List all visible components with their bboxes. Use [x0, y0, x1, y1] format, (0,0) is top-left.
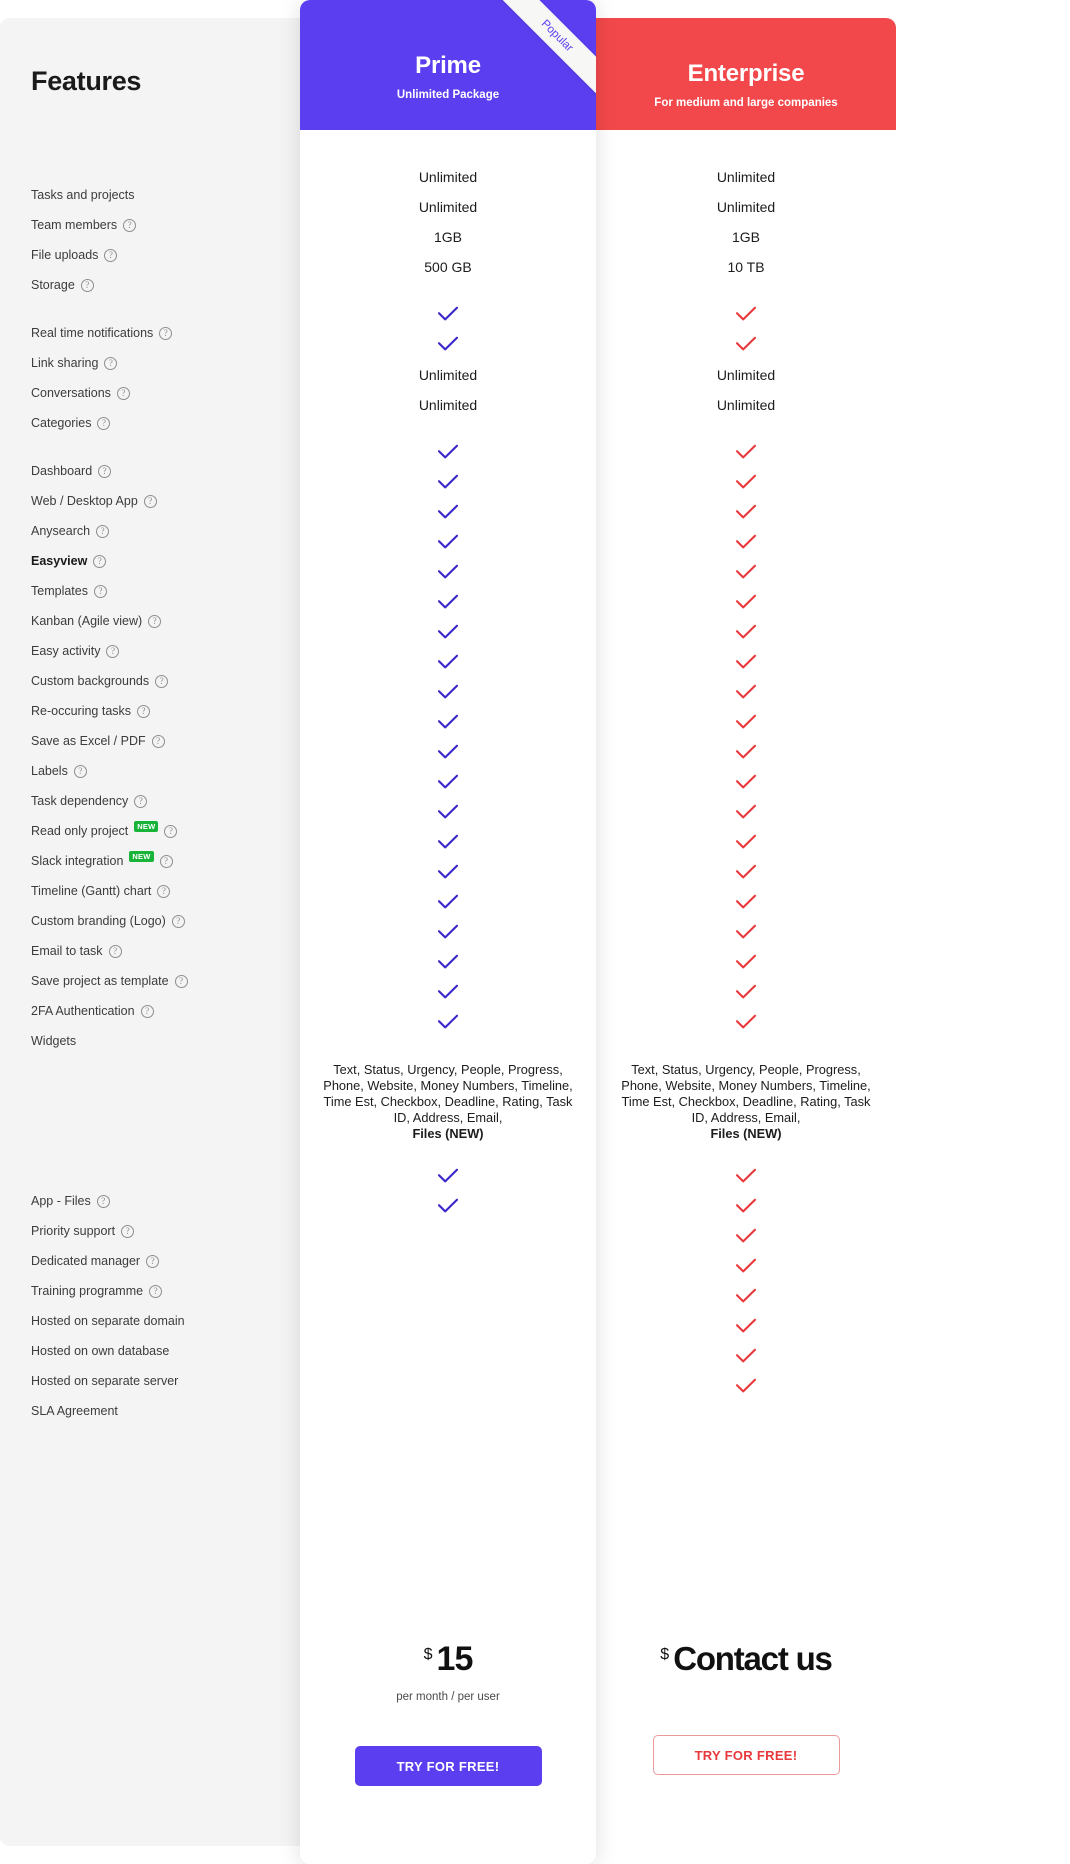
plan-header-prime — [300, 0, 596, 130]
help-icon[interactable]: ? — [172, 915, 185, 928]
feature-row — [31, 966, 311, 996]
feature-row — [31, 180, 311, 210]
check-icon — [735, 774, 757, 793]
check-icon — [437, 504, 459, 523]
feature-row — [31, 606, 311, 636]
help-icon[interactable]: ? — [141, 1005, 154, 1018]
help-icon[interactable]: ? — [104, 357, 117, 370]
check-icon — [735, 1228, 757, 1247]
feature-label: Kanban (Agile view) — [31, 613, 143, 628]
plan-value-text: Unlimited — [716, 169, 776, 185]
feature-label: Templates — [31, 583, 88, 598]
plan-value-row — [300, 618, 596, 648]
plan-value-text: 500 GB — [424, 259, 472, 275]
check-icon — [735, 1198, 757, 1217]
plan-value-row — [596, 300, 896, 330]
plan-value-row — [300, 330, 596, 360]
feature-label: Web / Desktop App — [31, 493, 138, 508]
check-icon — [437, 924, 459, 943]
feature-label: Custom branding (Logo) — [31, 913, 166, 928]
feature-label: Link sharing — [31, 355, 99, 370]
check-icon — [437, 336, 459, 355]
feature-row — [31, 1276, 311, 1306]
plan-value-text: Unlimited — [418, 199, 478, 215]
feature-label: Timeline (Gantt) chart — [31, 883, 152, 898]
plan-value-row — [596, 798, 896, 828]
check-icon — [735, 714, 757, 733]
field-types-text — [300, 1056, 596, 1142]
plan-value-row — [300, 798, 596, 828]
plan-value-row — [300, 390, 596, 420]
feature-label: Save as Excel / PDF — [31, 733, 146, 748]
fields-spacer — [300, 1142, 596, 1162]
plan-value-row — [300, 1372, 596, 1402]
plan-value-row — [300, 918, 596, 948]
plan-values-prime — [300, 162, 596, 1420]
help-icon[interactable]: ? — [164, 825, 177, 838]
plan-value-row — [300, 1162, 596, 1192]
feature-label: Team members — [31, 217, 118, 232]
plan-value-text: Unlimited — [716, 199, 776, 215]
new-badge: NEW — [134, 821, 158, 832]
feature-row — [31, 756, 311, 786]
feature-row — [31, 726, 311, 756]
check-icon — [735, 1288, 757, 1307]
plan-value-group — [596, 300, 896, 420]
feature-label: Dedicated manager — [31, 1253, 141, 1268]
feature-row — [31, 666, 311, 696]
check-icon — [437, 894, 459, 913]
plan-value-row — [300, 978, 596, 1008]
feature-label: Save project as template — [31, 973, 169, 988]
check-icon — [735, 474, 757, 493]
plan-value-row — [596, 858, 896, 888]
plan-value-text: 10 TB — [727, 259, 765, 275]
feature-group — [31, 1186, 311, 1426]
feature-label: Dashboard — [31, 463, 93, 478]
feature-label: Widgets — [31, 1033, 77, 1048]
help-icon[interactable]: ? — [155, 675, 168, 688]
plan-value-row — [596, 1282, 896, 1312]
feature-label: App - Files — [31, 1193, 91, 1208]
check-icon — [437, 594, 459, 613]
plan-value-row — [596, 828, 896, 858]
feature-row — [31, 408, 311, 438]
plan-value-row — [596, 1222, 896, 1252]
feature-label: Read only project — [31, 823, 129, 838]
check-icon — [735, 1378, 757, 1397]
feature-row — [31, 378, 311, 408]
feature-row — [31, 996, 311, 1026]
price-note-prime: per month / per user — [396, 1691, 500, 1703]
help-icon[interactable]: ? — [81, 279, 94, 292]
plan-value-row — [596, 978, 896, 1008]
page-title: Features — [31, 66, 142, 96]
check-icon — [735, 594, 757, 613]
plan-value-text: Unlimited — [418, 397, 478, 413]
plan-value-row — [596, 1312, 896, 1342]
help-icon[interactable]: ? — [97, 1195, 110, 1208]
check-icon — [437, 834, 459, 853]
feature-row — [31, 816, 311, 846]
feature-label: Email to task — [31, 943, 103, 958]
plan-value-row — [596, 648, 896, 678]
plan-value-row — [596, 588, 896, 618]
plan-value-group — [300, 162, 596, 282]
help-icon[interactable]: ? — [96, 525, 109, 538]
price-block-prime — [300, 1640, 596, 1786]
plan-value-row — [596, 888, 896, 918]
check-icon — [735, 744, 757, 763]
help-icon[interactable]: ? — [94, 585, 107, 598]
feature-label: Conversations — [31, 385, 111, 400]
feature-label: Labels — [31, 763, 68, 778]
plan-value-row — [596, 330, 896, 360]
plan-value-text: Unlimited — [418, 169, 478, 185]
plan-value-row — [596, 222, 896, 252]
check-icon — [735, 864, 757, 883]
check-icon — [437, 1198, 459, 1217]
fields-spacer — [31, 1074, 311, 1186]
help-icon[interactable]: ? — [148, 615, 161, 628]
help-icon[interactable]: ? — [74, 765, 87, 778]
feature-row — [31, 636, 311, 666]
plan-value-text: 1GB — [731, 229, 760, 245]
plan-value-group — [596, 438, 896, 1038]
plan-value-row — [596, 618, 896, 648]
help-icon[interactable]: ? — [159, 327, 172, 340]
plan-values-enterprise — [596, 162, 896, 1420]
plan-value-row — [300, 858, 596, 888]
check-icon — [735, 336, 757, 355]
feature-row — [31, 240, 311, 270]
feature-row — [31, 1306, 311, 1336]
feature-row — [31, 1186, 311, 1216]
feature-row — [31, 1216, 311, 1246]
plan-value-row — [596, 390, 896, 420]
check-icon — [735, 684, 757, 703]
feature-label: Task dependency — [31, 793, 129, 808]
plan-value-row — [300, 1252, 596, 1282]
plan-value-group — [300, 438, 596, 1038]
check-icon — [735, 1168, 757, 1187]
plan-value-row — [596, 918, 896, 948]
feature-label: Re-occuring tasks — [31, 703, 132, 718]
plan-value-row — [300, 1312, 596, 1342]
plan-value-row — [596, 360, 896, 390]
check-icon — [735, 984, 757, 1003]
feature-row — [31, 348, 311, 378]
plan-value-row — [300, 438, 596, 468]
plan-value-text: Unlimited — [716, 367, 776, 383]
plan-value-row — [596, 708, 896, 738]
check-icon — [437, 1168, 459, 1187]
price-line-enterprise — [596, 1640, 896, 1678]
feature-label: Priority support — [31, 1223, 116, 1238]
check-icon — [735, 306, 757, 325]
help-icon[interactable]: ? — [134, 795, 147, 808]
feature-row — [31, 546, 311, 576]
plan-value-row — [596, 768, 896, 798]
feature-row — [31, 1336, 311, 1366]
plan-value-row — [596, 438, 896, 468]
plan-value-row — [596, 252, 896, 282]
feature-group — [31, 456, 311, 1056]
check-icon — [437, 474, 459, 493]
plan-value-row — [596, 1162, 896, 1192]
plan-value-row — [300, 708, 596, 738]
help-icon[interactable]: ? — [146, 1255, 159, 1268]
help-icon[interactable]: ? — [123, 219, 136, 232]
plan-value-row — [300, 300, 596, 330]
help-icon[interactable]: ? — [137, 705, 150, 718]
price-line-prime — [300, 1640, 596, 1679]
check-icon — [735, 444, 757, 463]
plan-value-row — [300, 360, 596, 390]
plan-value-row — [596, 678, 896, 708]
currency-symbol-enterprise: $ — [660, 1646, 670, 1663]
currency-symbol-prime: $ — [423, 1646, 433, 1663]
price-amount-enterprise: Contact us — [673, 1640, 832, 1677]
field-types-list: Text, Status, Urgency, People, Progress, Phone, Website, Money Numbers, Timeline, Time Est, Checkbox, Deadline, Rating, Task ID, Address, Email, — [621, 1062, 871, 1125]
check-icon — [437, 534, 459, 553]
feature-label: Easyview — [31, 553, 88, 568]
help-icon[interactable]: ? — [106, 645, 119, 658]
plan-card-prime — [300, 0, 596, 1864]
plan-value-row — [300, 252, 596, 282]
check-icon — [735, 564, 757, 583]
plan-value-row — [300, 222, 596, 252]
plan-value-row — [300, 1282, 596, 1312]
plan-value-row — [300, 738, 596, 768]
help-icon[interactable]: ? — [157, 885, 170, 898]
plan-value-row — [596, 1342, 896, 1372]
check-icon — [437, 774, 459, 793]
plan-card-enterprise — [596, 18, 896, 1846]
check-icon — [735, 534, 757, 553]
try-for-free-button-enterprise[interactable]: TRY FOR FREE! — [653, 1735, 840, 1775]
feature-row — [31, 906, 311, 936]
feature-row — [31, 1366, 311, 1396]
plan-value-text: Unlimited — [418, 367, 478, 383]
check-icon — [437, 624, 459, 643]
feature-row — [31, 516, 311, 546]
feature-label: Storage — [31, 277, 75, 292]
plan-value-row — [300, 768, 596, 798]
help-icon[interactable]: ? — [97, 417, 110, 430]
feature-row — [31, 210, 311, 240]
plan-value-row — [300, 1008, 596, 1038]
plan-value-row — [300, 828, 596, 858]
feature-row — [31, 1396, 311, 1426]
plan-value-text: 1GB — [433, 229, 462, 245]
plan-value-row — [596, 1008, 896, 1038]
check-icon — [437, 744, 459, 763]
plan-name-enterprise: Enterprise — [687, 60, 805, 87]
feature-group — [31, 180, 311, 300]
plan-value-row — [596, 192, 896, 222]
feature-label: SLA Agreement — [31, 1403, 118, 1418]
check-icon — [735, 1318, 757, 1337]
feature-row — [31, 846, 311, 876]
plan-header-enterprise — [596, 18, 896, 130]
plan-value-row — [300, 192, 596, 222]
plan-subtitle-enterprise: For medium and large companies — [654, 97, 838, 109]
field-types-list: Text, Status, Urgency, People, Progress, Phone, Website, Money Numbers, Timeline, Time Est, Checkbox, Deadline, Rating, Task ID, Address, Email, — [323, 1062, 573, 1125]
check-icon — [735, 1348, 757, 1367]
check-icon — [437, 984, 459, 1003]
check-icon — [735, 954, 757, 973]
check-icon — [437, 804, 459, 823]
help-icon[interactable]: ? — [160, 855, 173, 868]
price-amount-prime: 15 — [436, 1640, 473, 1678]
feature-label: Training programme — [31, 1283, 144, 1298]
plan-subtitle-prime: Unlimited Package — [396, 89, 500, 101]
help-icon[interactable]: ? — [121, 1225, 134, 1238]
help-icon[interactable]: ? — [104, 249, 117, 262]
check-icon — [437, 654, 459, 673]
check-icon — [735, 894, 757, 913]
feature-row — [31, 696, 311, 726]
plan-value-row — [300, 1342, 596, 1372]
plan-value-row — [596, 1192, 896, 1222]
check-icon — [437, 954, 459, 973]
feature-label: File uploads — [31, 247, 99, 262]
plan-value-row — [300, 558, 596, 588]
plan-value-row — [300, 528, 596, 558]
plan-value-row — [300, 948, 596, 978]
check-icon — [437, 306, 459, 325]
feature-list — [31, 180, 311, 1444]
plan-value-row — [596, 498, 896, 528]
check-icon — [735, 504, 757, 523]
new-badge: NEW — [129, 851, 153, 862]
plan-value-row — [300, 468, 596, 498]
help-icon[interactable]: ? — [152, 735, 165, 748]
feature-row — [31, 456, 311, 486]
feature-label: Real time notifications — [31, 325, 154, 340]
plan-value-row — [596, 162, 896, 192]
feature-label: Categories — [31, 415, 92, 430]
check-icon — [735, 654, 757, 673]
plan-value-text: Unlimited — [716, 397, 776, 413]
field-types-new: Files (NEW) — [710, 1126, 782, 1141]
help-icon[interactable]: ? — [144, 495, 157, 508]
plan-value-row — [596, 948, 896, 978]
help-icon[interactable]: ? — [93, 555, 106, 568]
plan-value-group — [300, 1162, 596, 1402]
feature-label: Custom backgrounds — [31, 673, 150, 688]
plan-value-group — [596, 162, 896, 282]
check-icon — [735, 624, 757, 643]
plan-value-row — [300, 1222, 596, 1252]
help-icon[interactable]: ? — [175, 975, 188, 988]
plan-value-row — [300, 1192, 596, 1222]
feature-label: Anysearch — [31, 523, 91, 538]
price-block-enterprise — [596, 1640, 896, 1775]
feature-group — [31, 318, 311, 438]
field-types-text — [596, 1056, 896, 1142]
plan-value-row — [596, 468, 896, 498]
plan-value-row — [596, 1372, 896, 1402]
plan-value-row — [596, 738, 896, 768]
feature-row — [31, 486, 311, 516]
check-icon — [437, 864, 459, 883]
check-icon — [437, 564, 459, 583]
plan-value-row — [596, 558, 896, 588]
check-icon — [735, 924, 757, 943]
plan-value-group — [300, 300, 596, 420]
feature-row — [31, 270, 311, 300]
feature-label: 2FA Authentication — [31, 1003, 135, 1018]
plan-value-row — [300, 888, 596, 918]
plan-value-row — [300, 678, 596, 708]
plan-value-row — [300, 648, 596, 678]
feature-row — [31, 318, 311, 348]
check-icon — [437, 1014, 459, 1033]
features-panel — [0, 18, 320, 1846]
feature-label: Hosted on separate server — [31, 1373, 179, 1388]
feature-row — [31, 1026, 311, 1056]
feature-label: Tasks and projects — [31, 187, 135, 202]
plan-value-row — [596, 528, 896, 558]
plan-value-group — [596, 1162, 896, 1402]
check-icon — [437, 444, 459, 463]
feature-label: Slack integration — [31, 853, 124, 868]
check-icon — [735, 804, 757, 823]
feature-row — [31, 1246, 311, 1276]
check-icon — [735, 1014, 757, 1033]
check-icon — [735, 834, 757, 853]
plan-value-row — [300, 588, 596, 618]
feature-label: Easy activity — [31, 643, 101, 658]
try-for-free-button-prime[interactable]: TRY FOR FREE! — [355, 1746, 542, 1786]
plan-name-prime: Prime — [415, 52, 481, 79]
fields-spacer — [596, 1142, 896, 1162]
help-icon[interactable]: ? — [117, 387, 130, 400]
feature-row — [31, 936, 311, 966]
plan-value-row — [300, 498, 596, 528]
field-types-new: Files (NEW) — [412, 1126, 484, 1141]
feature-label: Hosted on own database — [31, 1343, 170, 1358]
help-icon[interactable]: ? — [98, 465, 111, 478]
feature-row — [31, 576, 311, 606]
plan-value-row — [300, 162, 596, 192]
feature-row — [31, 876, 311, 906]
popular-ribbon: Popular — [495, 0, 596, 98]
plan-value-row — [596, 1252, 896, 1282]
check-icon — [437, 684, 459, 703]
help-icon[interactable]: ? — [149, 1285, 162, 1298]
check-icon — [735, 1258, 757, 1277]
feature-label: Hosted on separate domain — [31, 1313, 185, 1328]
check-icon — [437, 714, 459, 733]
help-icon[interactable]: ? — [109, 945, 122, 958]
feature-row — [31, 786, 311, 816]
